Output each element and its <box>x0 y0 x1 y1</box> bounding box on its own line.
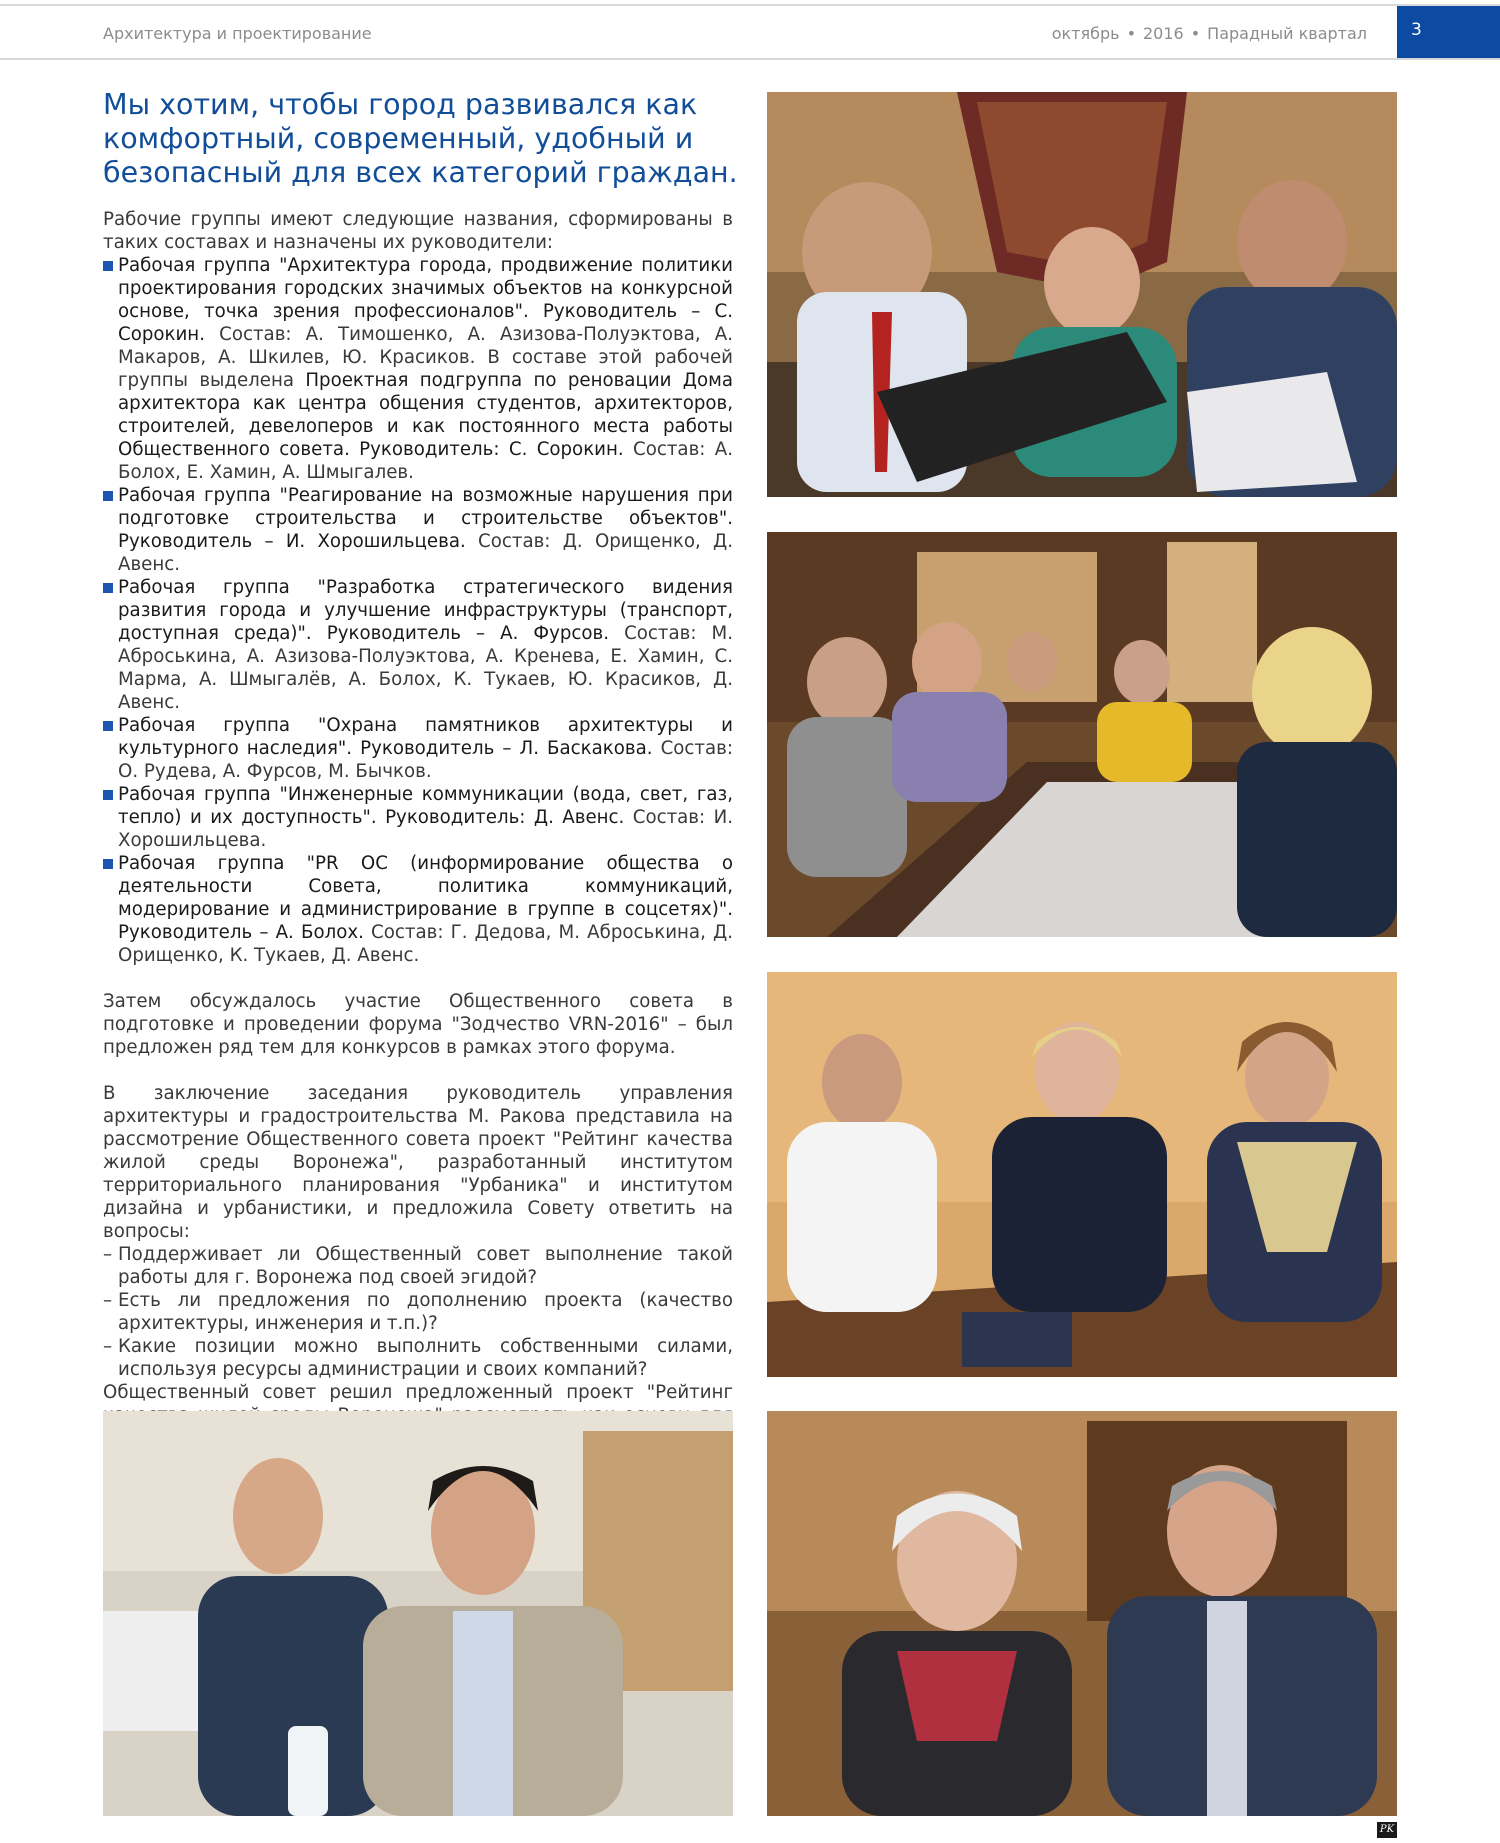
square-bullet-icon <box>103 261 113 271</box>
working-groups-list <box>103 254 733 967</box>
conference-table-photo-icon <box>767 532 1397 937</box>
dash-bullet: – <box>103 1290 113 1311</box>
group-members: Состав: А. Тимошенко, А. Азизова-Полуэктова, А. Макаров, А. Шкилев, Ю. Красиков. В составе этой рабочей группы выделена <box>118 324 733 391</box>
page-number: 3 <box>1411 20 1422 40</box>
group-title: Рабочая группа "Инженерные коммуникации (вода, свет, газ, тепло) и их доступность". Руководитель: Д. Авенс. <box>118 784 733 828</box>
subgroup-title: Проектная подгруппа по реновации Дома архитектора как центра общения студентов, архитекторов, строителей, девелоперов и как постоянного места работы Общественного совета. Руководитель: С. Сорокин. <box>118 370 733 460</box>
article-title: Мы хотим, чтобы город развивался как комфортный, современный, удобный и безопасный для всех категорий граждан. <box>103 88 738 189</box>
dash-bullet: – <box>103 1336 113 1357</box>
group-members: Состав: М. Аброськина, А. Азизова-Полуэктова, А. Кренева, Е. Хамин, С. Марма, А. Шмыгалёв, А. Болох, К. Тукаев, Ю. Красиков, Д. Авенс. <box>118 623 734 713</box>
list-item <box>103 254 733 484</box>
group-title: Рабочая группа "PR ОС (информирование общества о деятельности Совета, политика коммуникаций, модерирование и администрирование в группе в соцсетях)". Руководитель – А. Болох. <box>118 853 733 943</box>
dash-bullet: – <box>103 1244 113 1265</box>
article-body <box>103 208 733 1473</box>
group-members: Состав: Д. Орищенко, Д. Авенс. <box>118 531 733 575</box>
issue-info <box>1052 24 1367 43</box>
question-text: Есть ли предложения по дополнению проекта (качество архитектуры, инженерия и т.п.)? <box>118 1290 733 1334</box>
intro-paragraph: Рабочие группы имеют следующие названия, сформированы в таких составах и назначены их руководители: <box>103 209 733 253</box>
page-number-box <box>1397 6 1500 58</box>
question-text: Поддерживает ли Общественный совет выполнение такой работы для г. Воронежа под своей эгидой? <box>118 1244 733 1288</box>
forum-paragraph: Затем обсуждалось участие Общественного совета в подготовке и проведении форума "Зодчество VRN-2016" – был предложен ряд тем для конкурсов в рамках этого форума. <box>103 991 733 1058</box>
paragraph-gap <box>103 967 733 990</box>
group-title: Рабочая группа "Охрана памятников архитектуры и культурного наследия". Руководитель – Л. Баскакова. <box>118 715 733 759</box>
publisher-logo-icon: PK <box>1377 1822 1397 1838</box>
square-bullet-icon <box>103 859 113 869</box>
list-item <box>103 714 733 783</box>
square-bullet-icon <box>103 583 113 593</box>
list-item <box>103 1243 733 1289</box>
list-item <box>103 484 733 576</box>
list-item <box>103 1335 733 1381</box>
group-members: Состав: О. Рудева, А. Фурсов, М. Бычков. <box>118 738 733 782</box>
list-item <box>103 576 733 714</box>
square-bullet-icon <box>103 790 113 800</box>
elderly-woman-and-man-photo-icon <box>767 1411 1397 1816</box>
questions-list <box>103 1243 733 1381</box>
separator-dot: • <box>1190 24 1201 43</box>
group-title: Рабочая группа "Разработка стратегического видения развития города и улучшение инфраструктуры (транспорт, доступная среда)". Руководитель – А. Фурсов. <box>118 577 733 644</box>
question-text: Какие позиции можно выполнить собственными силами, используя ресурсы администрации и своих компаний? <box>118 1336 733 1380</box>
list-item <box>103 1289 733 1335</box>
list-item <box>103 783 733 852</box>
decision-paragraph: Общественный совет решил предложенный проект "Рейтинг <box>103 1382 733 1403</box>
section-label: Архитектура и проектирование <box>103 24 372 43</box>
paragraph-gap <box>103 1059 733 1082</box>
three-women-photo-icon <box>767 972 1397 1377</box>
group-members: Состав: Г. Дедова, М. Аброськина, Д. Орищенко, К. Тукаев, Д. Авенс. <box>118 922 734 966</box>
group-title: Рабочая группа "Архитектура города, продвижение политики проектирования городских значимых объектов на конкурсной основе, точка зрения профессионалов". Руководитель – С. Сорокин. <box>118 255 733 345</box>
separator-dot: • <box>1126 24 1136 43</box>
list-item <box>103 852 733 967</box>
group-members: Состав: И. Хорошильцева. <box>118 807 733 851</box>
square-bullet-icon <box>103 721 113 731</box>
issue-month: октябрь <box>1051 24 1120 43</box>
group-title: Рабочая группа "Реагирование на возможные нарушения при подготовке строительства и строительстве объектов". Руководитель – И. Хорошильцева. <box>118 485 733 552</box>
two-men-photo-icon <box>103 1411 733 1816</box>
square-bullet-icon <box>103 491 113 501</box>
meeting-photo-icon <box>767 92 1397 497</box>
page-header <box>0 6 1500 60</box>
conclusion-paragraph: В заключение заседания руководитель управления архитектуры и градостроительства М. Ракова представила на рассмотрение Общественного совета проект "Рейтинг качества жилой среды Воронежа", разработанный институтом территориального планирования "Урбаника" и институтом дизайна и урбанистики, и предложила Совету ответить на вопросы: <box>103 1083 733 1242</box>
issue-year: 2016 <box>1143 24 1184 43</box>
subgroup-members: Состав: А. Болох, Е. Хамин, А. Шмыгалев. <box>118 439 733 483</box>
publication-name: Парадный квартал <box>1207 24 1367 43</box>
